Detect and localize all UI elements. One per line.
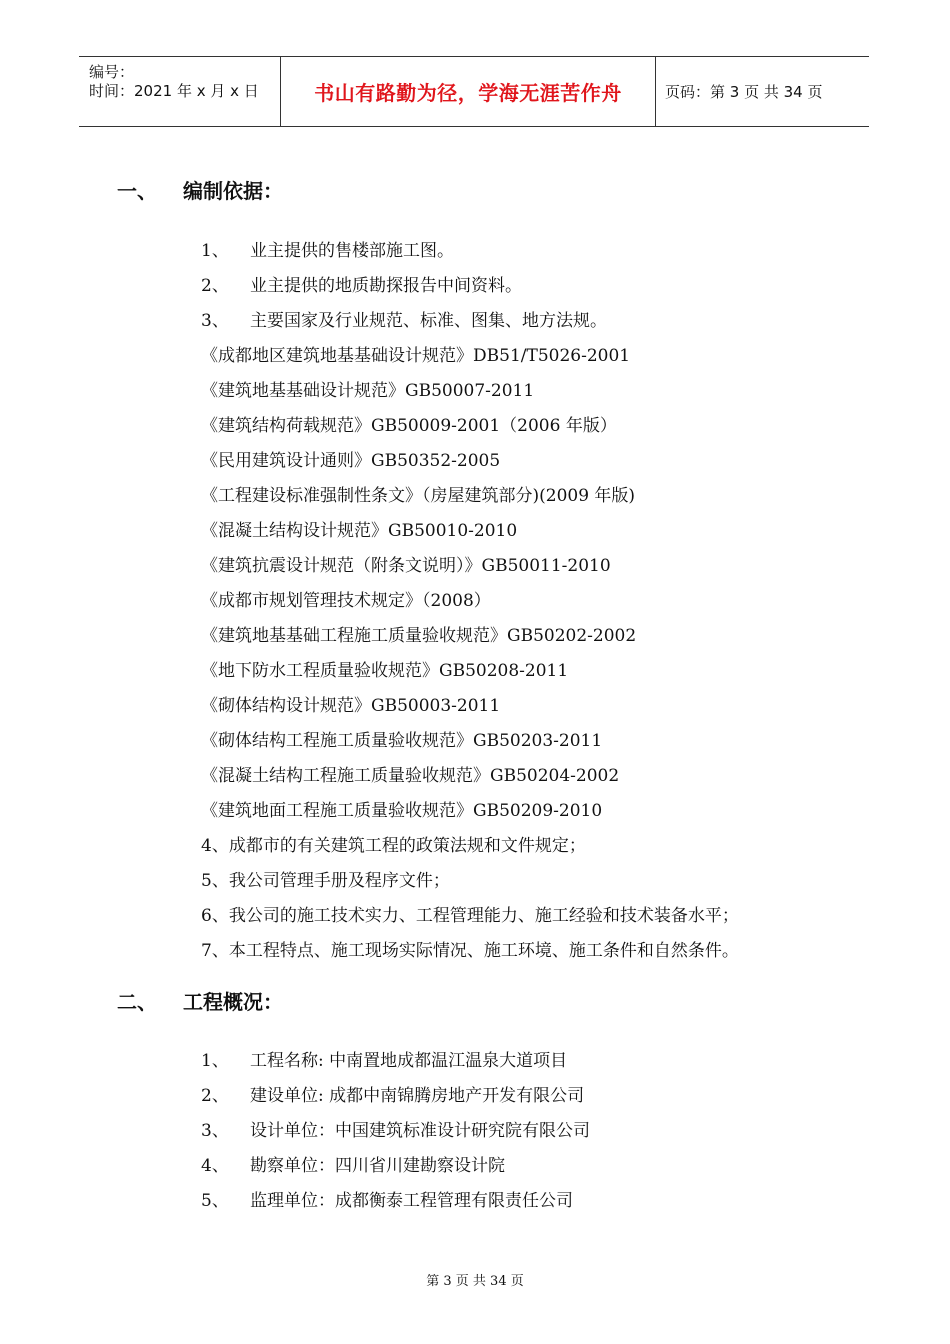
standard-item: 《民用建筑设计通则》GB50352-2005 bbox=[201, 451, 501, 471]
header-motto-cell bbox=[280, 57, 656, 126]
section-title: 编制依据： bbox=[183, 179, 283, 203]
document-number-label: 编号： bbox=[89, 63, 135, 81]
standard-item: 《工程建设标准强制性条文》（房屋建筑部分)(2009 年版) bbox=[201, 486, 636, 506]
basis-item: 7、本工程特点、施工现场实际情况、施工环境、施工条件和自然条件。 bbox=[201, 941, 739, 961]
item-text: 业主提供的地质勘探报告中间资料。 bbox=[250, 276, 522, 296]
basis-item: 4、成都市的有关建筑工程的政策法规和文件规定； bbox=[201, 836, 586, 856]
list-item bbox=[201, 236, 454, 261]
standard-item: 《砌体结构设计规范》GB50003-2011 bbox=[201, 696, 501, 716]
standard-item: 《建筑结构荷载规范》GB50009-2001（2006 年版） bbox=[201, 416, 617, 436]
item-number: 2、 bbox=[201, 1086, 229, 1106]
item-text: 主要国家及行业规范、标准、图集、地方法规。 bbox=[250, 311, 607, 331]
basis-item: 5、我公司管理手册及程序文件； bbox=[201, 871, 450, 891]
list-item bbox=[201, 271, 522, 296]
section-number: 二、 bbox=[117, 990, 157, 1014]
list-item bbox=[201, 1081, 584, 1106]
section-number: 一、 bbox=[117, 179, 157, 203]
section-heading-basis bbox=[117, 175, 283, 204]
list-item bbox=[201, 1116, 590, 1141]
basis-item: 6、我公司的施工技术实力、工程管理能力、施工经验和技术装备水平； bbox=[201, 906, 739, 926]
document-time-label: 时间：2021 年 x 月 x 日 bbox=[89, 82, 259, 100]
section-heading-overview bbox=[117, 986, 283, 1015]
item-number: 5、 bbox=[201, 1191, 229, 1211]
item-text: 建设单位: 成都中南锦腾房地产开发有限公司 bbox=[250, 1086, 585, 1106]
standard-item: 《成都地区建筑地基基础设计规范》DB51/T5026-2001 bbox=[201, 346, 631, 366]
header-meta bbox=[79, 57, 281, 126]
item-text: 勘察单位：四川省川建勘察设计院 bbox=[250, 1156, 505, 1176]
standard-item: 《混凝土结构工程施工质量验收规范》GB50204-2002 bbox=[201, 766, 620, 786]
list-item bbox=[201, 1186, 573, 1211]
standard-item: 《建筑地面工程施工质量验收规范》GB50209-2010 bbox=[201, 801, 603, 821]
item-text: 监理单位：成都衡泰工程管理有限责任公司 bbox=[250, 1191, 573, 1211]
section-title: 工程概况： bbox=[183, 990, 283, 1014]
item-text: 设计单位：中国建筑标准设计研究院有限公司 bbox=[250, 1121, 590, 1141]
standard-item: 《建筑抗震设计规范（附条文说明）》GB50011-2010 bbox=[201, 556, 611, 576]
item-number: 4、 bbox=[201, 1156, 229, 1176]
page-header bbox=[79, 56, 869, 127]
list-item bbox=[201, 306, 607, 331]
standard-item: 《砌体结构工程施工质量验收规范》GB50203-2011 bbox=[201, 731, 603, 751]
standard-item: 《建筑地基基础工程施工质量验收规范》GB50202-2002 bbox=[201, 626, 637, 646]
header-page-info: 页码：第 3 页 共 34 页 bbox=[665, 83, 823, 101]
list-item bbox=[201, 1151, 505, 1176]
item-number: 3、 bbox=[201, 1121, 229, 1141]
list-item bbox=[201, 1046, 567, 1071]
header-motto: 书山有路勤为径，学海无涯苦作舟 bbox=[314, 81, 622, 105]
page-footer: 第 3 页 共 34 页 bbox=[426, 1274, 524, 1289]
standard-item: 《建筑地基基础设计规范》GB50007-2011 bbox=[201, 381, 535, 401]
standard-item: 《混凝土结构设计规范》GB50010-2010 bbox=[201, 521, 518, 541]
standard-item: 《地下防水工程质量验收规范》GB50208-2011 bbox=[201, 661, 569, 681]
item-number: 1、 bbox=[201, 1051, 229, 1071]
item-number: 3、 bbox=[201, 311, 229, 331]
item-number: 2、 bbox=[201, 276, 229, 296]
item-text: 业主提供的售楼部施工图。 bbox=[250, 241, 454, 261]
standard-item: 《成都市规划管理技术规定》（2008） bbox=[201, 591, 491, 611]
item-number: 1、 bbox=[201, 241, 229, 261]
item-text: 工程名称: 中南置地成都温江温泉大道项目 bbox=[250, 1051, 568, 1071]
